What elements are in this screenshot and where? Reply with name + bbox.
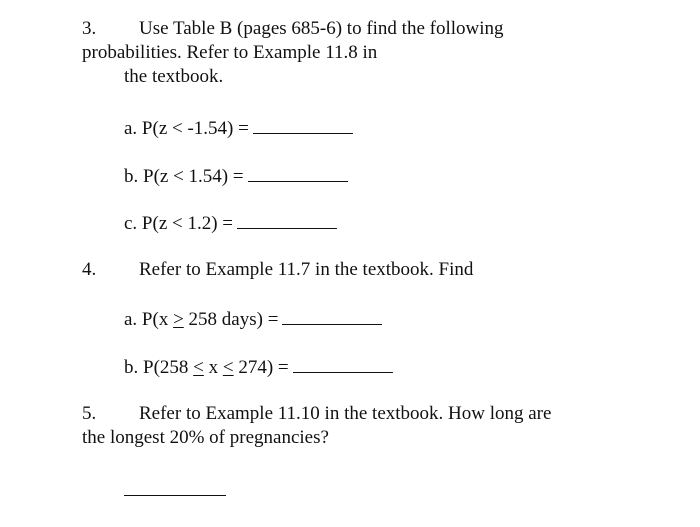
q3-text-line1: Use Table B (pages 685-6) to find the following (139, 18, 504, 39)
q4-part-b-answer-blank[interactable] (293, 355, 393, 373)
q3-part-b (124, 164, 348, 188)
q3-part-a-answer-blank[interactable] (253, 116, 353, 134)
q3-part-a (124, 116, 353, 140)
q3-part-b-answer-blank[interactable] (248, 164, 348, 182)
q4-part-a (124, 307, 382, 331)
q4-part-b-prefix: b. P(258 (124, 357, 189, 378)
q4-part-a-prefix: a. P(x (124, 309, 169, 330)
q3-part-c (124, 211, 337, 235)
q3-part-c-answer-blank[interactable] (237, 211, 337, 229)
q3-part-a-label: a. P(z < -1.54) = (124, 118, 249, 139)
q4-part-b-leq-symbol-2: < (222, 357, 234, 378)
q4-line1 (82, 259, 473, 281)
q4-text-line1: Refer to Example 11.7 in the textbook. Find (139, 259, 474, 280)
q5-line2: the longest 20% of pregnancies? (82, 427, 329, 448)
q5-answer (124, 478, 226, 502)
q4-part-a-suffix: 258 days) = (188, 309, 279, 330)
q5-line1 (82, 403, 551, 425)
q3-line3: the textbook. (124, 66, 224, 87)
q4-part-b-suffix: 274) = (238, 357, 289, 378)
q4-part-b-leq-symbol-1: < (193, 357, 204, 378)
q3-line2: probabilities. Refer to Example 11.8 in (82, 42, 378, 63)
q4-part-a-answer-blank[interactable] (282, 307, 382, 325)
q5-number: 5. (82, 403, 97, 424)
q4-number: 4. (82, 259, 97, 280)
q4-part-a-geq-symbol: > (173, 309, 184, 330)
q4-part-b-variable: x (208, 357, 219, 378)
q5-answer-blank[interactable] (124, 478, 226, 496)
q3-number: 3. (82, 18, 97, 39)
q3-line1 (82, 18, 504, 40)
q3-part-b-label: b. P(z < 1.54) = (124, 166, 244, 187)
q5-text-line1: Refer to Example 11.10 in the textbook. How long are (139, 403, 552, 424)
q3-part-c-label: c. P(z < 1.2) = (124, 213, 234, 234)
q4-part-b (124, 355, 393, 379)
